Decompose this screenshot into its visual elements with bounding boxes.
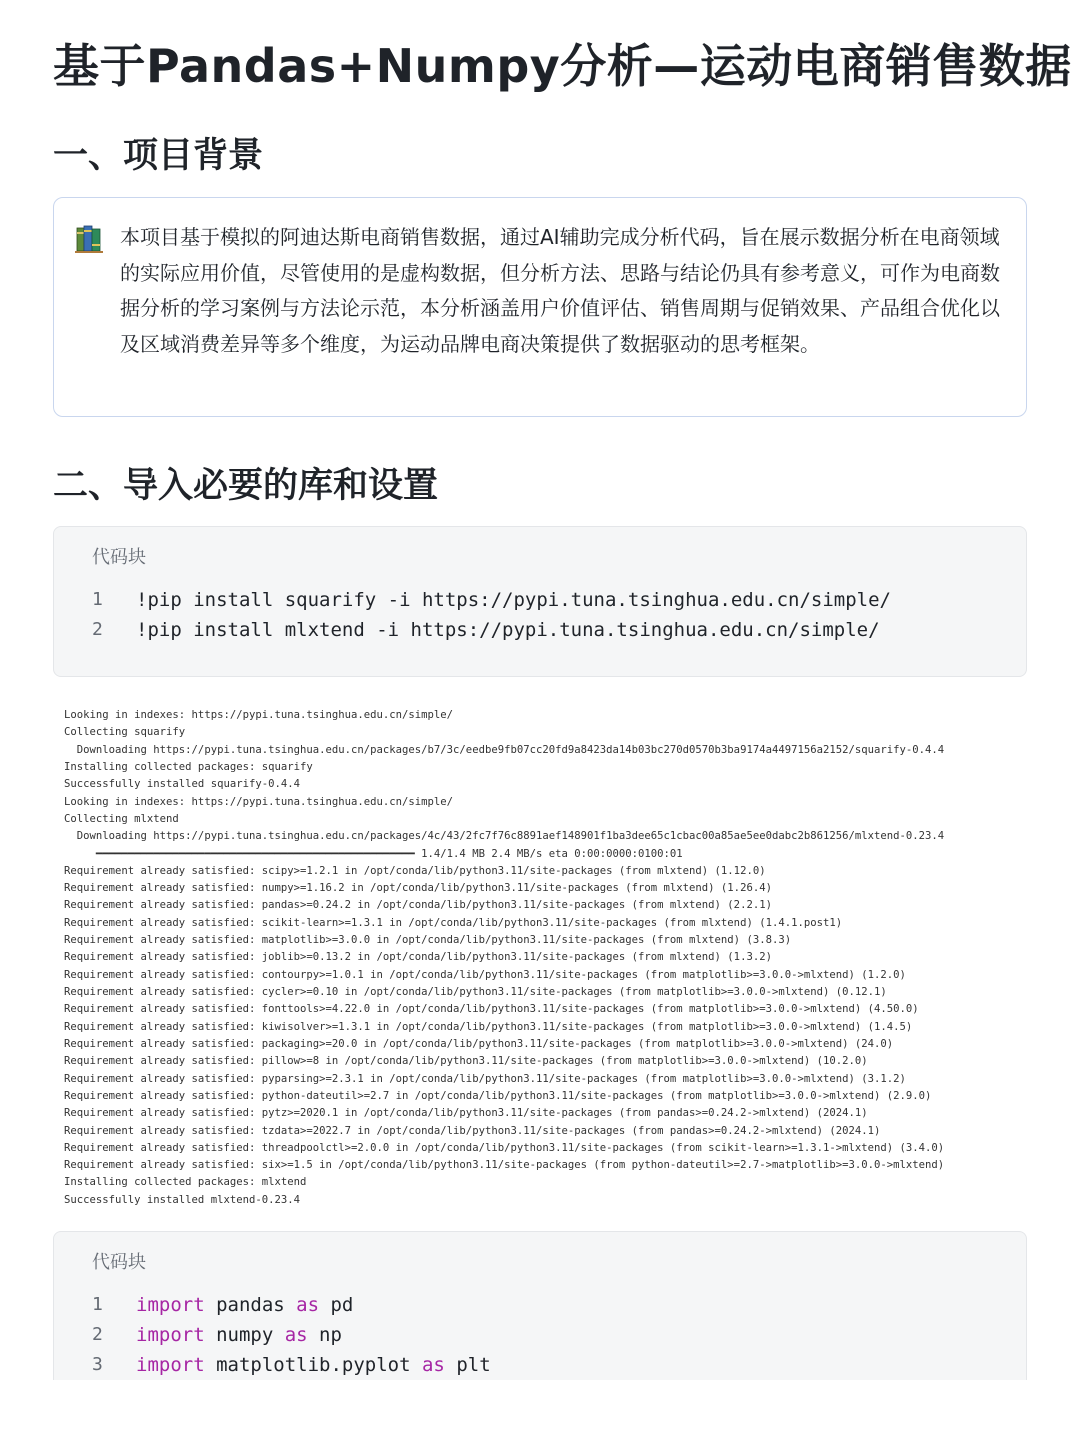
output-line: Requirement already satisfied: six>=1.5 in /opt/conda/lib/python3.11/site-packages (from python-dateutil>=2.7->matplotlib>=3.0.0->mlxtend)	[64, 1159, 945, 1172]
output-line: Requirement already satisfied: tzdata>=2022.7 in /opt/conda/lib/python3.11/site-packages (from pandas>=0.24.2->mlxtend) (2024.1)	[64, 1124, 881, 1137]
background-callout	[53, 197, 1027, 417]
page-bottom-cutoff	[0, 1380, 1080, 1440]
module-name: numpy	[204, 1324, 285, 1346]
pip-output	[64, 707, 1054, 1209]
output-line: Requirement already satisfied: matplotlib>=3.0.0 in /opt/conda/lib/python3.11/site-packages (from mlxtend) (3.8.3)	[64, 934, 792, 947]
code-lines	[54, 1290, 1026, 1380]
output-line: Collecting squarify	[64, 726, 186, 739]
code-block-pip[interactable]	[53, 526, 1027, 677]
code-block-label: 代码块	[92, 547, 146, 568]
output-line: Requirement already satisfied: scikit-learn>=1.3.1 in /opt/conda/lib/python3.11/site-packages (from mlxtend) (1.4.1.post1)	[64, 916, 843, 929]
code-text	[136, 1290, 353, 1320]
output-line: Requirement already satisfied: pytz>=2020.1 in /opt/conda/lib/python3.11/site-packages (from pandas>=0.24.2->mlxtend) (2024.1)	[64, 1107, 868, 1120]
output-line: Looking in indexes: https://pypi.tuna.tsinghua.edu.cn/simple/	[64, 709, 454, 721]
module-name: matplotlib.pyplot	[204, 1354, 422, 1376]
output-line: ━━━━━━━━━━━━━━━━━━━━━━━━━━━━━━━━━━━━━━━━━━━━━━━━━━ 1.4/1.4 MB 2.4 MB/s eta 0:00:0000:0100:01	[64, 847, 683, 860]
page-title: 基于Pandas+Numpy分析—运动电商销售数据	[53, 39, 1072, 93]
code-block-imports[interactable]	[53, 1231, 1027, 1391]
keyword-as: as	[284, 1324, 308, 1346]
alias-name: pd	[319, 1294, 354, 1316]
output-line: Requirement already satisfied: contourpy>=1.0.1 in /opt/conda/lib/python3.11/site-packages (from matplotlib>=3.0.0->mlxtend) (1.2.0)	[64, 968, 906, 981]
code-text: !pip install squarify -i https://pypi.tuna.tsinghua.edu.cn/simple/	[136, 589, 891, 611]
output-line: Requirement already satisfied: python-dateutil>=2.7 in /opt/conda/lib/python3.11/site-packages (from matplotlib>=3.0.0->mlxtend) (2.9.0)	[64, 1089, 932, 1102]
code-line	[54, 1290, 1026, 1320]
output-line: Requirement already satisfied: pillow>=8 in /opt/conda/lib/python3.11/site-packages (from matplotlib>=3.0.0->mlxtend) (10.2.0)	[64, 1055, 868, 1068]
section-heading-background: 一、项目背景	[53, 136, 264, 176]
output-line: Installing collected packages: squarify	[64, 760, 313, 773]
keyword-as: as	[421, 1354, 445, 1376]
line-number: 3	[92, 1354, 103, 1375]
output-line: Collecting mlxtend	[64, 812, 179, 825]
keyword-import: import	[136, 1294, 205, 1316]
output-line: Requirement already satisfied: scipy>=1.2.1 in /opt/conda/lib/python3.11/site-packages (from mlxtend) (1.12.0)	[64, 864, 766, 877]
code-text: !pip install mlxtend -i https://pypi.tuna.tsinghua.edu.cn/simple/	[136, 619, 880, 641]
output-line: Requirement already satisfied: pyparsing>=2.3.1 in /opt/conda/lib/python3.11/site-packages (from matplotlib>=3.0.0->mlxtend) (3.1.2)	[64, 1072, 906, 1085]
keyword-import: import	[136, 1324, 205, 1346]
output-line: Requirement already satisfied: threadpoolctl>=2.0.0 in /opt/conda/lib/python3.11/site-packages (from scikit-learn>=1.3.1->mlxtend) (3.4.0)	[64, 1141, 945, 1154]
output-line: Requirement already satisfied: kiwisolver>=1.3.1 in /opt/conda/lib/python3.11/site-packages (from matplotlib>=3.0.0->mlxtend) (1.4.5)	[64, 1020, 913, 1033]
code-block-label: 代码块	[92, 1252, 146, 1273]
alias-name: np	[307, 1324, 342, 1346]
code-text	[136, 1350, 491, 1380]
output-line: Installing collected packages: mlxtend	[64, 1176, 307, 1189]
alias-name: plt	[444, 1354, 491, 1376]
line-number: 2	[92, 1324, 103, 1345]
output-line: Downloading https://pypi.tuna.tsinghua.edu.cn/packages/4c/43/2fc7f76c8891aef148901f1ba3dee65c1cbac00a85ae5ee0dabc2b861256/mlxtend-0.23.4	[64, 830, 945, 843]
output-line: Successfully installed mlxtend-0.23.4	[64, 1193, 300, 1206]
output-line: Successfully installed squarify-0.4.4	[64, 778, 300, 791]
code-line	[54, 615, 1026, 645]
code-line	[54, 1320, 1026, 1350]
output-line: Requirement already satisfied: joblib>=0.13.2 in /opt/conda/lib/python3.11/site-packages (from mlxtend) (1.3.2)	[64, 951, 772, 964]
keyword-import: import	[136, 1354, 205, 1376]
line-number: 2	[92, 619, 103, 640]
code-lines	[54, 585, 1026, 645]
output-line: Requirement already satisfied: cycler>=0.10 in /opt/conda/lib/python3.11/site-packages (from matplotlib>=3.0.0->mlxtend) (0.12.1)	[64, 986, 887, 998]
module-name: pandas	[204, 1294, 297, 1316]
code-line	[54, 1350, 1026, 1380]
code-line	[54, 585, 1026, 615]
section-heading-imports: 二、导入必要的库和设置	[53, 466, 439, 506]
code-text	[136, 1320, 342, 1350]
output-line: Requirement already satisfied: numpy>=1.16.2 in /opt/conda/lib/python3.11/site-packages (from mlxtend) (1.26.4)	[64, 882, 772, 895]
books-icon	[74, 224, 106, 254]
keyword-as: as	[296, 1294, 320, 1316]
line-number: 1	[92, 1294, 103, 1315]
output-line: Looking in indexes: https://pypi.tuna.tsinghua.edu.cn/simple/	[64, 795, 454, 808]
output-line: Requirement already satisfied: fonttools>=4.22.0 in /opt/conda/lib/python3.11/site-packages (from matplotlib>=3.0.0->mlxtend) (4.50.0)	[64, 1003, 919, 1016]
output-line: Requirement already satisfied: packaging>=20.0 in /opt/conda/lib/python3.11/site-packages (from matplotlib>=3.0.0->mlxtend) (24.0)	[64, 1037, 894, 1050]
line-number: 1	[92, 589, 103, 610]
output-line: Downloading https://pypi.tuna.tsinghua.edu.cn/packages/b7/3c/eedbe9fb07cc20fd9a8423da14b03bc270d0570b3ba9174a4497156a2152/squarify-0.4.4	[64, 743, 945, 756]
output-line: Requirement already satisfied: pandas>=0.24.2 in /opt/conda/lib/python3.11/site-packages (from mlxtend) (2.2.1)	[64, 899, 772, 912]
background-text: 本项目基于模拟的阿迪达斯电商销售数据，通过AI辅助完成分析代码，旨在展示数据分析在电商领域的实际应用价值，尽管使用的是虚构数据，但分析方法、思路与结论仍具有参考意义，可作为电商数据分析的学习案例与方法论示范，本分析涵盖用户价值评估、销售周期与促销效果、产品组合优化以及区域消费差异等多个维度，为运动品牌电商决策提供了数据驱动的思考框架。	[120, 225, 1000, 356]
